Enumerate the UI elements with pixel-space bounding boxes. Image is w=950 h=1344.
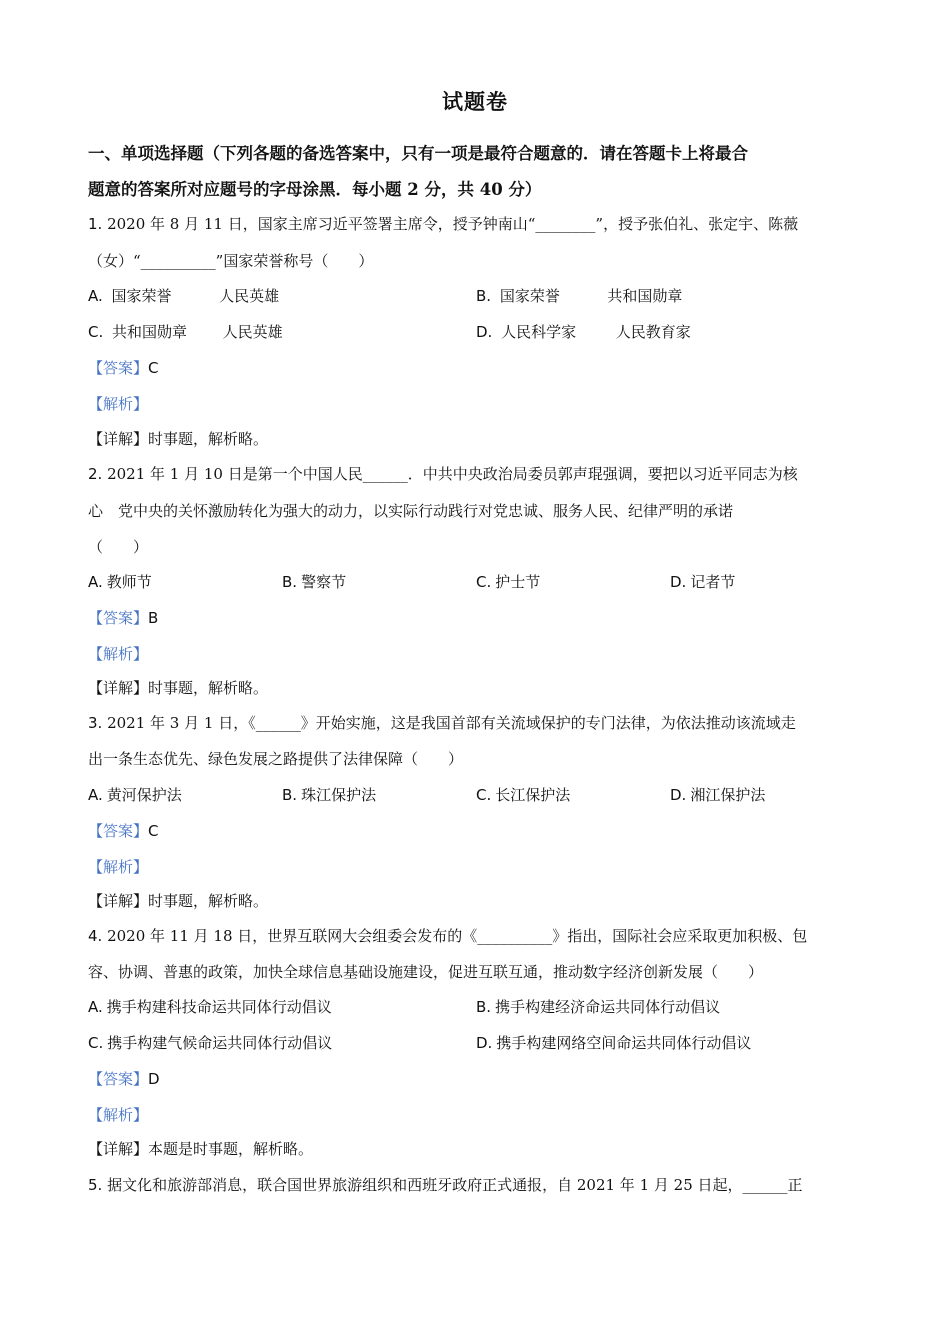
question-stem-text: 2021 年 1 月 10 日是第一个中国人民______．中共中央政治局委员郭声琨强调，要把以习近平同志为核 (107, 465, 798, 483)
option-text-2: 人民教育家 (615, 323, 691, 341)
question-2-option-b (282, 572, 346, 592)
question-number: 2. (88, 465, 103, 483)
option-letter: A. (88, 786, 103, 804)
option-letter: A. (88, 287, 103, 305)
option-text: 人民科学家 (501, 323, 577, 341)
answer-label: 【答案】 (88, 1070, 149, 1088)
analysis-label: 【解析】 (88, 395, 149, 413)
question-3-option-d (670, 785, 765, 805)
detail-text: 时事题，解析略。 (148, 430, 269, 448)
question-number: 5. (88, 1176, 103, 1194)
question-stem-text: 2020 年 8 月 11 日，国家主席习近平签署主席令，授予钟南山“________”，授予张伯礼、张定宇、陈薇 (107, 215, 799, 233)
option-letter: D. (476, 323, 493, 341)
question-number: 4. (88, 927, 103, 945)
question-1-analysis (88, 394, 868, 414)
question-3-stem-line-1 (88, 713, 868, 733)
question-3-option-a (88, 785, 182, 805)
question-2-stem-line-1 (88, 464, 868, 484)
question-4-option-b (476, 997, 720, 1017)
question-number: 1. (88, 215, 103, 233)
answer-label: 【答案】 (88, 822, 149, 840)
option-text: 携手构建网络空间命运共同体行动倡议 (496, 1034, 752, 1052)
question-4-analysis (88, 1105, 868, 1125)
question-2-option-d (670, 572, 735, 592)
question-4-stem-line-2: 容、协调、普惠的政策，加快全球信息基础设施建设，促进互联互通，推动数字经济创新发展（ ） (88, 963, 764, 981)
option-text: 教师节 (106, 573, 152, 591)
option-text: 共和国勋章 (112, 323, 188, 341)
question-1-detail (88, 429, 868, 449)
detail-label: 【详解】 (88, 1140, 149, 1158)
question-stem-text: 据文化和旅游部消息，联合国世界旅游组织和西班牙政府正式通报，自 2021 年 1 月 25 日起，______正 (107, 1176, 803, 1194)
question-4-option-a (88, 997, 332, 1017)
option-letter: B. (282, 573, 298, 591)
question-3-detail (88, 891, 868, 911)
answer-label: 【答案】 (88, 609, 149, 627)
answer-value: B (148, 609, 159, 627)
option-letter: A. (88, 998, 103, 1016)
question-2-option-c (476, 572, 540, 592)
question-2-stem-line-3: （ ） (88, 538, 149, 556)
answer-value: C (148, 359, 159, 377)
question-stem-text: 2021 年 3 月 1 日，《______》开始实施，这是我国首部有关流域保护的专门法律，为依法推动该流域走 (107, 714, 796, 732)
question-1-answer (88, 358, 868, 378)
option-text: 国家荣誉 (111, 287, 172, 305)
question-1-option-b (476, 286, 682, 306)
question-5-stem-line-1 (88, 1175, 868, 1195)
option-letter: D. (670, 786, 687, 804)
question-stem-text: 2020 年 11 月 18 日，世界互联网大会组委会发布的《__________》指出，国际社会应采取更加积极、包 (107, 927, 808, 945)
analysis-label: 【解析】 (88, 645, 149, 663)
option-letter: B. (282, 786, 298, 804)
detail-text: 本题是时事题，解析略。 (148, 1140, 314, 1158)
option-text: 携手构建经济命运共同体行动倡议 (495, 998, 721, 1016)
detail-label: 【详解】 (88, 892, 149, 910)
section-heading-line-1: 一、单项选择题（下列各题的备选答案中，只有一项是最符合题意的．请在答题卡上将最合 (88, 144, 748, 163)
question-3-answer (88, 821, 868, 841)
answer-value: C (148, 822, 159, 840)
option-text: 警察节 (301, 573, 347, 591)
answer-label: 【答案】 (88, 359, 149, 377)
question-4-option-c (88, 1033, 332, 1053)
detail-label: 【详解】 (88, 430, 149, 448)
option-text-2: 人民英雄 (219, 287, 280, 305)
question-3-option-b (282, 785, 376, 805)
page-title: 试题卷 (442, 89, 508, 114)
option-text-2: 人民英雄 (222, 323, 283, 341)
question-3-stem-line-2: 出一条生态优先、绿色发展之路提供了法律保障（ ） (88, 750, 464, 768)
question-3-analysis (88, 857, 868, 877)
option-text: 携手构建气候命运共同体行动倡议 (107, 1034, 333, 1052)
question-3-option-c (476, 785, 570, 805)
option-letter: A. (88, 573, 103, 591)
question-1-option-c (88, 322, 283, 342)
question-4-option-d (476, 1033, 751, 1053)
option-letter: B. (476, 287, 492, 305)
option-text: 护士节 (495, 573, 541, 591)
question-1-stem-line-2: （女）“__________”国家荣誉称号（ ） (88, 252, 374, 270)
analysis-label: 【解析】 (88, 1106, 149, 1124)
detail-text: 时事题，解析略。 (148, 679, 269, 697)
option-text-2: 共和国勋章 (607, 287, 683, 305)
question-4-stem-line-1 (88, 926, 868, 946)
option-text: 黄河保护法 (106, 786, 182, 804)
option-letter: D. (670, 573, 687, 591)
option-letter: C. (476, 573, 492, 591)
option-text: 国家荣誉 (499, 287, 560, 305)
option-text: 记者节 (690, 573, 736, 591)
question-4-detail (88, 1139, 868, 1159)
option-text: 珠江保护法 (301, 786, 377, 804)
question-2-option-a (88, 572, 152, 592)
option-text: 湘江保护法 (690, 786, 766, 804)
question-2-analysis (88, 644, 868, 664)
section-heading-line-2: 题意的答案所对应题号的字母涂黑．每小题 2 分，共 40 分） (88, 180, 542, 199)
option-letter: D. (476, 1034, 493, 1052)
option-letter: C. (476, 786, 492, 804)
detail-text: 时事题，解析略。 (148, 892, 269, 910)
question-4-answer (88, 1069, 868, 1089)
option-letter: C. (88, 1034, 104, 1052)
option-text: 长江保护法 (495, 786, 571, 804)
section-heading (88, 136, 868, 208)
question-2-answer (88, 608, 868, 628)
option-text: 携手构建科技命运共同体行动倡议 (106, 998, 332, 1016)
option-letter: C. (88, 323, 104, 341)
question-1-stem-line-1 (88, 214, 868, 234)
question-2-stem-line-2: 心 党中央的关怀激励转化为强大的动力，以实际行动践行对党忠诚、服务人民、纪律严明的承诺 (88, 502, 734, 520)
detail-label: 【详解】 (88, 679, 149, 697)
answer-value: D (148, 1070, 160, 1088)
question-2-detail (88, 678, 868, 698)
question-number: 3. (88, 714, 103, 732)
question-1-option-a (88, 286, 279, 306)
analysis-label: 【解析】 (88, 858, 149, 876)
question-1-option-d (476, 322, 691, 342)
option-letter: B. (476, 998, 492, 1016)
